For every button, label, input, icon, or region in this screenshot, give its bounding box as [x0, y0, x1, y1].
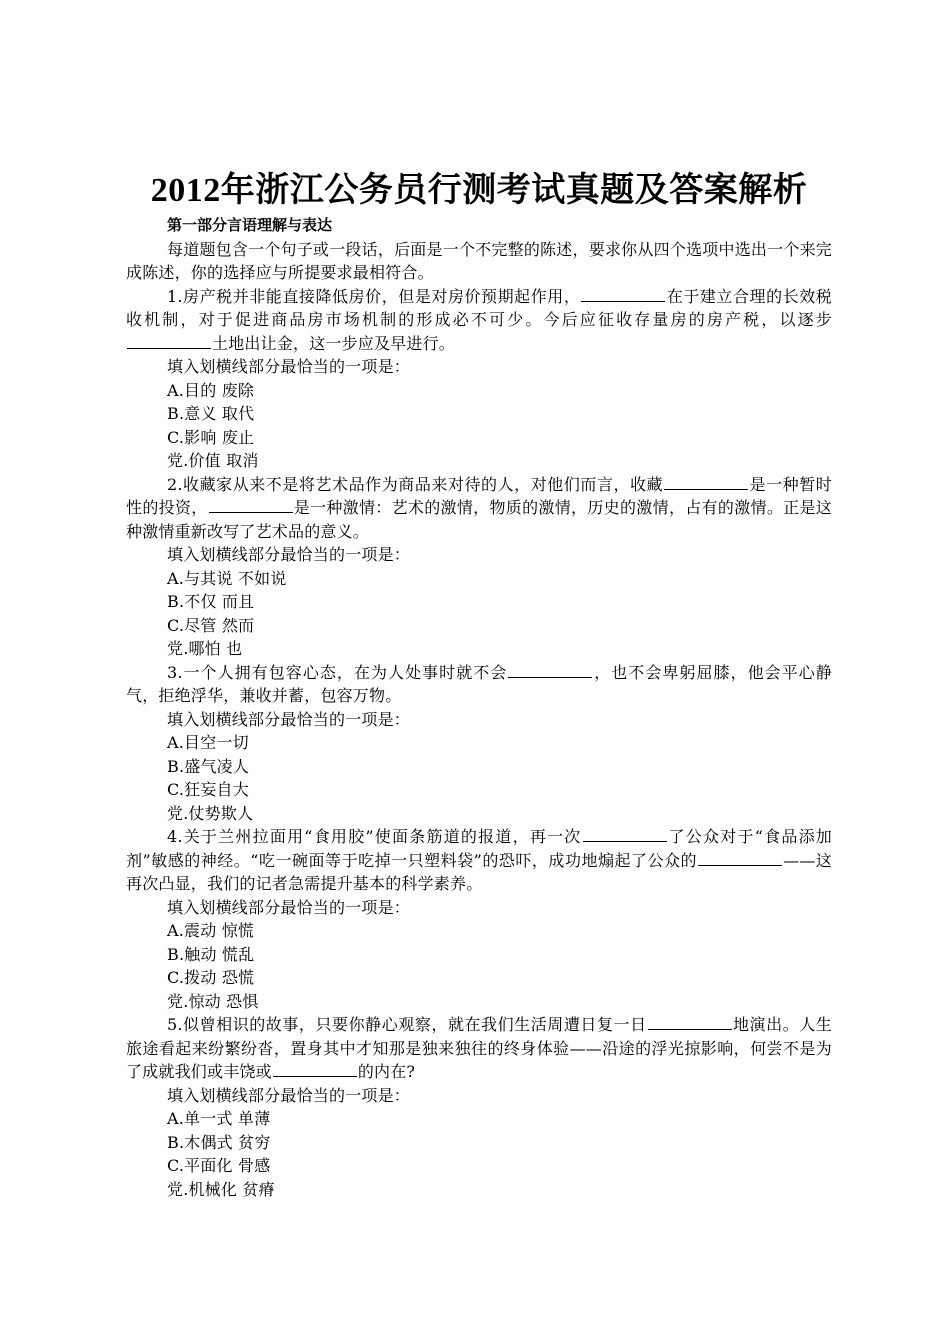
document-body	[126, 170, 832, 1201]
option-a: A.目空一切	[167, 733, 249, 752]
option-d: 党.仗势欺人	[167, 803, 254, 823]
option-b: B.不仅 而且	[167, 592, 255, 611]
option-c: C.狂妄自大	[167, 780, 249, 799]
title-year: 2012	[150, 172, 221, 209]
question-stem: 4.关于兰州拉面用“食用胶”使面条筋道的报道，再一次 了公众对于“食品添加剂”敏感的神经。“吃一碗面等于吃掉一只塑料袋”的恐吓，成功地煽起了公众的 ——这再次凸显，我们的记者急需提升基本的科学素养。	[126, 827, 832, 893]
option-c: C.影响 废止	[167, 427, 255, 447]
question-prompt: 填入划横线部分最恰当的一项是：	[167, 545, 411, 564]
question-stem: 3.一个人拥有包容心态，在为人处事时就不会 ，也不会卑躬屈膝，他会平心静气，拒绝浮华，兼收并蓄，包容万物。	[126, 662, 833, 705]
option-b: B.意义 取代	[167, 404, 255, 423]
question-prompt: 填入划横线部分最恰当的一项是：	[167, 1085, 411, 1105]
option-c: C.拨动 恐慌	[167, 968, 255, 987]
option-a: A.与其说 不如说	[167, 568, 287, 588]
question-3	[126, 661, 832, 826]
option-a: A.目的 废除	[167, 380, 255, 400]
title-text: 年浙江公务员行测考试真题及答案解析	[220, 172, 808, 209]
answer-blank	[581, 287, 665, 302]
option-c: C.尽管 然而	[167, 615, 255, 635]
question-stem: 1.房产税并非能直接降低房价，但是对房价预期起作用， 在于建立合理的长效税收机制，对于促进商品房市场机制的形成必不可少。今后应征收存量房的房产税，以逐步土地出让金，这一步应及早进行。	[126, 286, 832, 353]
option-c: C.平面化 骨感	[167, 1156, 271, 1175]
answer-blank	[698, 851, 782, 866]
question-5	[126, 1013, 832, 1201]
question-4	[126, 825, 832, 1013]
instruction-paragraph: 每道题包含一个句子或一段话，后面是一个不完整的陈述，要求你从四个选项中选出一个来完成陈述，你的选择应与所提要求最相符合。	[126, 239, 832, 282]
question-prompt: 填入划横线部分最恰当的一项是：	[167, 897, 411, 917]
answer-blank	[508, 663, 592, 678]
document-title	[126, 170, 832, 212]
option-b: B.触动 慌乱	[167, 944, 255, 964]
option-d: 党.哪怕 也	[167, 639, 243, 658]
question-1	[126, 285, 832, 473]
question-2	[126, 473, 832, 661]
option-d: 党.价值 取消	[167, 451, 259, 470]
question-stem: 2.收藏家从来不是将艺术品作为商品来对待的人，对他们而言，收藏 是一种暂时性的投资， 是一种激情：艺术的激情，物质的激情，历史的激情，占有的激情。正是这种激情重新改写了艺术品的意义。	[126, 474, 832, 541]
question-prompt: 填入划横线部分最恰当的一项是：	[167, 709, 411, 729]
answer-blank	[209, 498, 293, 513]
answer-blank	[127, 334, 211, 349]
answer-blank	[273, 1062, 357, 1077]
option-d: 党.惊动 恐惧	[167, 991, 259, 1011]
option-a: A.震动 惊慌	[167, 921, 255, 940]
option-b: B.盛气凌人	[167, 756, 250, 776]
section-heading: 第一部分言语理解与表达	[167, 216, 333, 234]
option-b: B.木偶式 贫穷	[167, 1132, 271, 1152]
option-d: 党.机械化 贫瘠	[167, 1179, 275, 1199]
option-a: A.单一式 单薄	[167, 1109, 271, 1128]
question-stem: 5.似曾相识的故事，只要你静心观察，就在我们生活周遭日复一日 地演出。人生旅途看起来纷繁纷沓，置身其中才知那是独来独往的终身体验——沿途的浮光掠影响，何尝不是为了成就我们或丰饶或 的内在?	[126, 1015, 832, 1081]
question-prompt: 填入划横线部分最恰当的一项是：	[167, 357, 411, 376]
answer-blank	[648, 1015, 732, 1030]
answer-blank	[583, 827, 667, 842]
answer-blank	[664, 475, 748, 490]
